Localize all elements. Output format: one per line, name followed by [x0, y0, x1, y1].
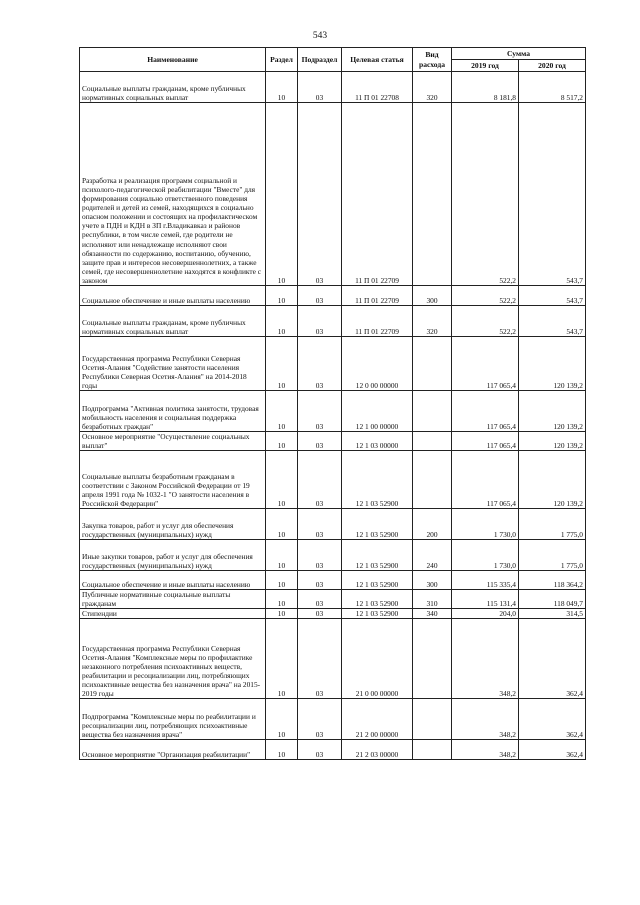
row-name: Государственная программа Республики Северная Осетия-Алания "Содействие занятости населения Республики Северная Осетия-Алания" на 2014-2018 годы — [80, 337, 266, 391]
row-section: 10 — [266, 590, 298, 609]
row-section: 10 — [266, 509, 298, 540]
row-name: Подпрограмма "Комплексные меры по реабилитации и ресоциализации лиц, потребляющих психоактивные вещества без назначения врача" — [80, 699, 266, 740]
row-expense-type — [413, 451, 452, 509]
table-row — [80, 740, 586, 760]
row-target: 12 1 03 52900 — [342, 451, 413, 509]
row-section: 10 — [266, 571, 298, 590]
row-name: Подпрограмма "Активная политика занятости, трудовая мобильность населения и социальная поддержка безработных граждан" — [80, 391, 266, 432]
row-subsection: 03 — [298, 571, 342, 590]
row-value-2020: 120 139,2 — [519, 337, 586, 391]
header-year-2019: 2019 год — [452, 60, 519, 72]
table-row — [80, 699, 586, 740]
row-target: 11 П 01 22708 — [342, 72, 413, 103]
row-section: 10 — [266, 103, 298, 286]
row-subsection: 03 — [298, 432, 342, 451]
row-name: Основное мероприятие "Осуществление социальных выплат" — [80, 432, 266, 451]
row-target: 12 1 03 52900 — [342, 590, 413, 609]
row-value-2019: 117 065,4 — [452, 432, 519, 451]
row-value-2020: 120 139,2 — [519, 432, 586, 451]
row-subsection: 03 — [298, 609, 342, 619]
header-target: Целевая статья — [342, 48, 413, 72]
row-value-2020: 543,7 — [519, 306, 586, 337]
table-row — [80, 286, 586, 306]
row-value-2019: 115 335,4 — [452, 571, 519, 590]
row-target: 21 0 00 00000 — [342, 619, 413, 699]
header-name: Наименование — [80, 48, 266, 72]
row-section: 10 — [266, 432, 298, 451]
row-value-2019: 348,2 — [452, 699, 519, 740]
row-subsection: 03 — [298, 619, 342, 699]
table-row — [80, 337, 586, 391]
row-expense-type — [413, 619, 452, 699]
row-name: Социальные выплаты гражданам, кроме публичных нормативных социальных выплат — [80, 306, 266, 337]
row-target: 21 2 00 00000 — [342, 699, 413, 740]
row-target: 12 1 03 00000 — [342, 432, 413, 451]
row-expense-type: 200 — [413, 509, 452, 540]
row-section: 10 — [266, 540, 298, 571]
row-expense-type: 300 — [413, 286, 452, 306]
row-section: 10 — [266, 699, 298, 740]
row-section: 10 — [266, 306, 298, 337]
table-row — [80, 451, 586, 509]
header-expense-type: Вид расхода — [413, 48, 452, 72]
row-name: Стипендии — [80, 609, 266, 619]
row-value-2020: 314,5 — [519, 609, 586, 619]
row-section: 10 — [266, 337, 298, 391]
row-value-2019: 204,0 — [452, 609, 519, 619]
row-target: 12 0 00 00000 — [342, 337, 413, 391]
row-value-2019: 117 065,4 — [452, 391, 519, 432]
row-name: Иные закупки товаров, работ и услуг для обеспечения государственных (муниципальных) нужд — [80, 540, 266, 571]
row-name: Закупка товаров, работ и услуг для обеспечения государственных (муниципальных) нужд — [80, 509, 266, 540]
row-value-2019: 348,2 — [452, 740, 519, 760]
row-subsection: 03 — [298, 337, 342, 391]
row-expense-type — [413, 103, 452, 286]
row-subsection: 03 — [298, 590, 342, 609]
row-subsection: 03 — [298, 509, 342, 540]
header-subsection: Подраздел — [298, 48, 342, 72]
row-section: 10 — [266, 740, 298, 760]
row-expense-type — [413, 699, 452, 740]
row-subsection: 03 — [298, 72, 342, 103]
table-row — [80, 609, 586, 619]
table-row — [80, 509, 586, 540]
row-name: Социальное обеспечение и иные выплаты населению — [80, 286, 266, 306]
row-section: 10 — [266, 609, 298, 619]
row-subsection: 03 — [298, 103, 342, 286]
row-expense-type: 240 — [413, 540, 452, 571]
table-row — [80, 590, 586, 609]
row-value-2020: 362,4 — [519, 699, 586, 740]
row-value-2019: 8 181,8 — [452, 72, 519, 103]
row-value-2019: 1 730,0 — [452, 540, 519, 571]
table-row — [80, 72, 586, 103]
table-row — [80, 540, 586, 571]
row-subsection: 03 — [298, 699, 342, 740]
row-name: Социальное обеспечение и иные выплаты населению — [80, 571, 266, 590]
row-value-2020: 1 775,0 — [519, 509, 586, 540]
row-target: 12 1 03 52900 — [342, 571, 413, 590]
row-target: 11 П 01 22709 — [342, 103, 413, 286]
row-value-2020: 120 139,2 — [519, 391, 586, 432]
row-value-2019: 117 065,4 — [452, 451, 519, 509]
table-body — [80, 72, 586, 760]
row-value-2020: 362,4 — [519, 619, 586, 699]
row-value-2019: 117 065,4 — [452, 337, 519, 391]
row-subsection: 03 — [298, 286, 342, 306]
row-expense-type — [413, 740, 452, 760]
row-subsection: 03 — [298, 451, 342, 509]
row-value-2020: 120 139,2 — [519, 451, 586, 509]
row-expense-type: 310 — [413, 590, 452, 609]
row-value-2019: 522,2 — [452, 103, 519, 286]
row-section: 10 — [266, 72, 298, 103]
table-row — [80, 306, 586, 337]
row-value-2020: 8 517,2 — [519, 72, 586, 103]
row-target: 12 1 03 52900 — [342, 509, 413, 540]
row-target: 12 1 00 00000 — [342, 391, 413, 432]
header-year-2020: 2020 год — [519, 60, 586, 72]
table-row — [80, 571, 586, 590]
row-target: 21 2 03 00000 — [342, 740, 413, 760]
row-name: Государственная программа Республики Северная Осетия-Алания "Комплексные меры по профилактике незаконного потребления психоактивных веществ, реабилитации и ресоциализации лиц, потребляющих психоактивные вещества без назначения врача" на 2015-2019 годы — [80, 619, 266, 699]
page-number: 543 — [312, 31, 328, 41]
row-section: 10 — [266, 391, 298, 432]
row-expense-type: 320 — [413, 306, 452, 337]
row-value-2020: 118 364,2 — [519, 571, 586, 590]
row-value-2020: 543,7 — [519, 286, 586, 306]
table-row — [80, 391, 586, 432]
row-value-2019: 115 131,4 — [452, 590, 519, 609]
table-row — [80, 103, 586, 286]
row-value-2020: 1 775,0 — [519, 540, 586, 571]
row-target: 12 1 03 52900 — [342, 609, 413, 619]
row-subsection: 03 — [298, 391, 342, 432]
row-target: 12 1 03 52900 — [342, 540, 413, 571]
table-row — [80, 432, 586, 451]
budget-table — [79, 47, 586, 760]
row-section: 10 — [266, 286, 298, 306]
row-subsection: 03 — [298, 306, 342, 337]
row-name: Публичные нормативные социальные выплаты гражданам — [80, 590, 266, 609]
table-row — [80, 619, 586, 699]
row-expense-type — [413, 432, 452, 451]
row-expense-type — [413, 337, 452, 391]
header-sum: Сумма — [452, 48, 586, 60]
row-subsection: 03 — [298, 740, 342, 760]
row-value-2020: 118 049,7 — [519, 590, 586, 609]
row-name: Основное мероприятие "Организация реабилитации" — [80, 740, 266, 760]
row-expense-type: 340 — [413, 609, 452, 619]
header-section: Раздел — [266, 48, 298, 72]
row-expense-type: 320 — [413, 72, 452, 103]
row-expense-type: 300 — [413, 571, 452, 590]
row-name: Социальные выплаты гражданам, кроме публичных нормативных социальных выплат — [80, 72, 266, 103]
row-section: 10 — [266, 451, 298, 509]
row-target: 11 П 01 22709 — [342, 286, 413, 306]
row-value-2020: 362,4 — [519, 740, 586, 760]
row-value-2019: 1 730,0 — [452, 509, 519, 540]
row-name: Разработка и реализация программ социальной и психолого-педагогической реабилитации "Вместе" для формирования социально ответственного поведения родителей и детей из семей, находящихся в социально опасном положении и состоящих на профилактическом учете в ПДН и КДН в ЗП г.Владикавказ и районов республики, в том числе семей, где родители не исполняют или ненадлежаще исполняют свои обязанности по содержанию, воспитанию, обучению, защите прав и интересов несовершеннолетних, а также семей, где несовершеннолетние находятся в конфликте с законом — [80, 103, 266, 286]
row-name: Социальные выплаты безработным гражданам в соответствии с Законом Российской Федерации от 19 апреля 1991 года № 1032-1 "О занятости населения в Российской Федерации" — [80, 451, 266, 509]
row-subsection: 03 — [298, 540, 342, 571]
row-target: 11 П 01 22709 — [342, 306, 413, 337]
row-expense-type — [413, 391, 452, 432]
row-section: 10 — [266, 619, 298, 699]
row-value-2019: 522,2 — [452, 306, 519, 337]
row-value-2020: 543,7 — [519, 103, 586, 286]
row-value-2019: 522,2 — [452, 286, 519, 306]
row-value-2019: 348,2 — [452, 619, 519, 699]
